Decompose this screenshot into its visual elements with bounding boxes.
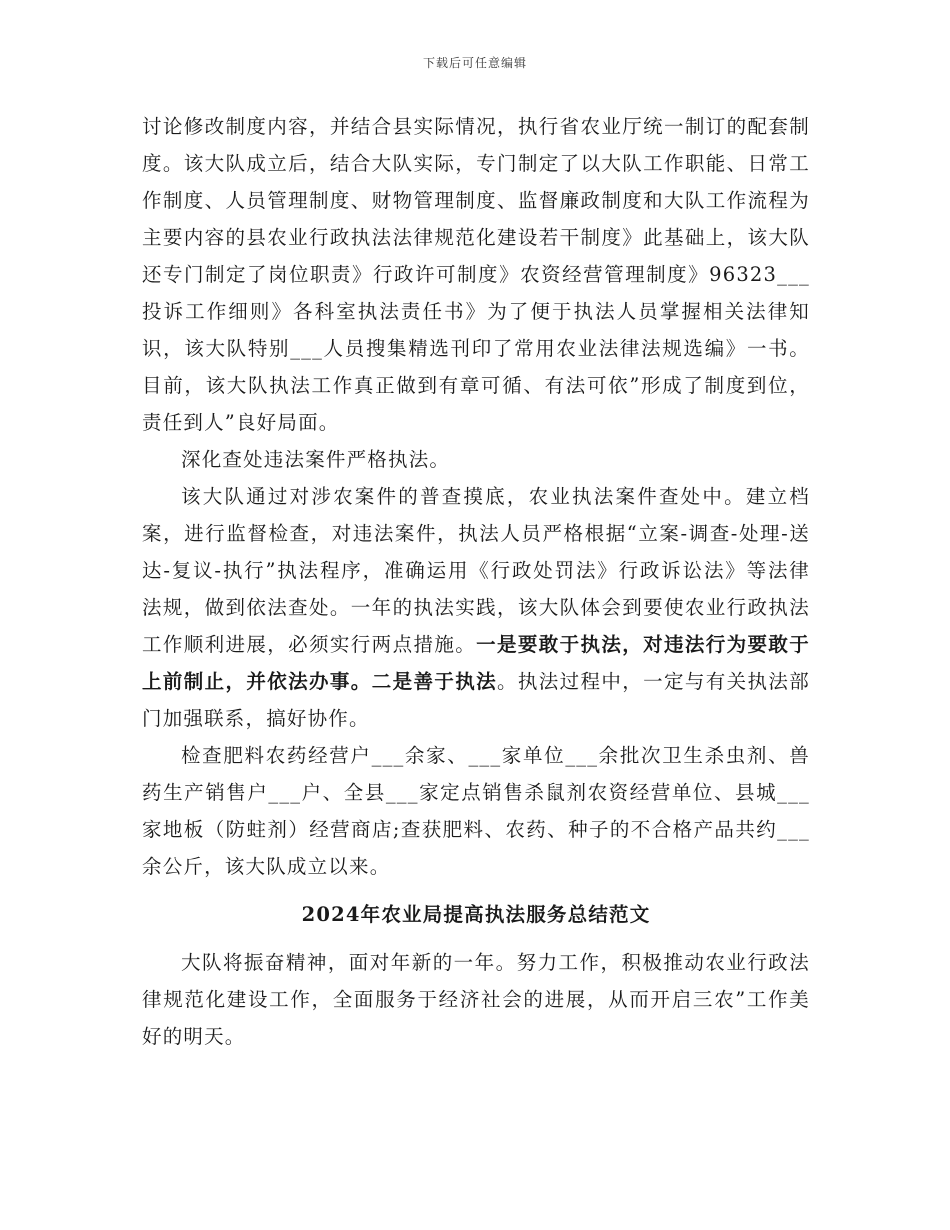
emphasis-text: 一是要敢于执法，对违法行为要敢于上前制止，并依法办事。 [142, 633, 811, 693]
emphasis-text: 二是善于执法 [371, 670, 497, 693]
paragraph-regulations: 讨论修改制度内容，并结合县实际情况，执行省农业厅统一制订的配套制度。该大队成立后，结合大队实际，专门制定了以大队工作职能、日常工作制度、人员管理制度、财物管理制度、监督廉政制度和大队工作流程为主要内容的县农业行政执法法律规范化建设若干制度》此基础上，该大队还专门制定了岗位职责》行政许可制度》农资经营管理制度》96323___投诉工作细则》各科室执法责任书》为了便于执法人员掌握相关法律知识，该大队特别___人员搜集精选刊印了常用农业法律法规选编》一书。目前，该大队执法工作真正做到有章可循、有法可依”形成了制度到位，责任到人”良好局面。 [142, 115, 810, 434]
paragraph-outlook: 大队将振奋精神，面对年新的一年。努力工作，积极推动农业行政法律规范化建设工作，全面服务于经济社会的进展，从而开启三农”工作美好的明天。 [142, 951, 810, 1048]
paragraph-inspection-stats: 检查肥料农药经营户___余家、___家单位___余批次卫生杀虫剂、兽药生产销售户___户、全县___家定点销售杀鼠剂农资经营单位、县城___家地板（防蛀剂）经营商店;查获肥料、农药、种子的不合格产品共约___余公斤，该大队成立以来。 [142, 744, 810, 878]
section-title: 2024年农业局提高执法服务总结范文 [301, 903, 651, 926]
paragraph-enforcement-practice [142, 478, 810, 737]
document-body [142, 108, 810, 1055]
paragraph-text: 该大队通过对涉农案件的普查摸底，农业执法案件查处中。建立档案，进行监督检查，对违法案件，执法人员严格根据“立案-调查-处理-送达-复议-执行”执法程序，准确运用《行政处罚法》行政诉讼法》等法律法规，做到依法查处。一年的执法实践，该大队体会到要使农业行政执法工作顺利进展，必须实行两点措施。 [142, 485, 810, 656]
paragraph-text: 。执法过程中，一定与有关执法部门加强联系，搞好协作。 [142, 670, 810, 730]
page-header: 下载后可任意编辑 [422, 56, 527, 70]
paragraph-enforcement-heading: 深化查处违法案件严格执法。 [181, 448, 451, 471]
